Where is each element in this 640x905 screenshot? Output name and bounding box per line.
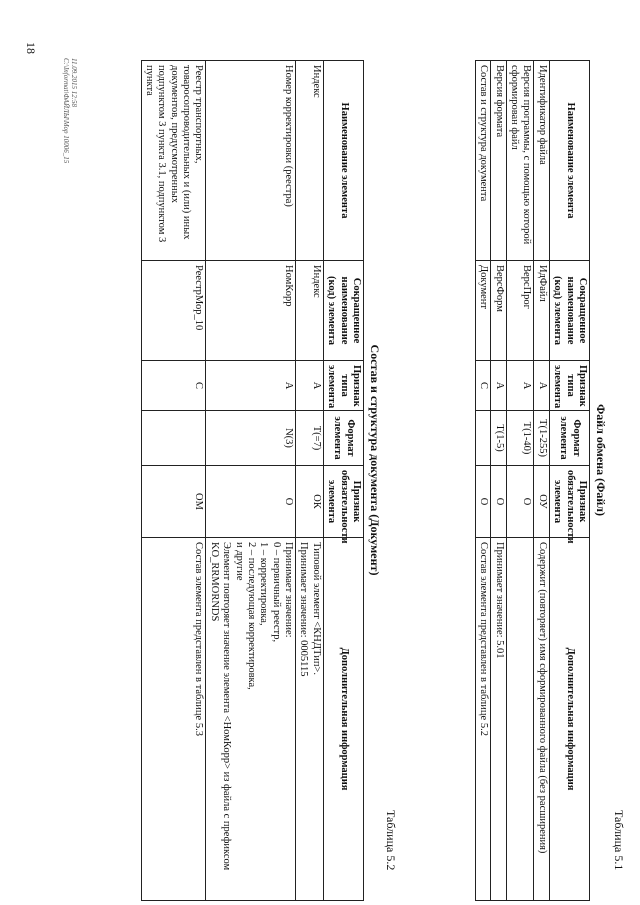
table-cell: Документ	[476, 261, 491, 361]
table-file-exchange	[475, 60, 590, 901]
table-cell: А	[506, 361, 534, 411]
table-cell: Индекс	[296, 261, 324, 361]
table-cell: С	[476, 361, 491, 411]
column-header: Сокращенное наименование (код) элемента	[323, 261, 363, 361]
table-cell: РеестрМор_10	[141, 261, 206, 361]
table-cell	[141, 411, 206, 466]
column-header: Признак обязательности элемента	[549, 466, 589, 538]
column-header: Формат элемента	[549, 411, 589, 466]
table-row	[534, 61, 549, 901]
table-cell: О	[491, 466, 506, 538]
table-cell: А	[206, 361, 296, 411]
table-cell: Идентификатор файла	[534, 61, 549, 261]
table-cell: ОК	[296, 466, 324, 538]
table-cell: ОУ	[534, 466, 549, 538]
table-cell: О	[476, 466, 491, 538]
table-cell: ОМ	[141, 466, 206, 538]
table-row	[296, 61, 324, 901]
table-row	[141, 61, 206, 901]
column-header: Формат элемента	[323, 411, 363, 466]
table-cell: Версия программы, с помощью которой сформирован файл	[506, 61, 534, 261]
table-cell: N(3)	[206, 411, 296, 466]
column-header: Наименование элемента	[549, 61, 589, 261]
table-cell: А	[296, 361, 324, 411]
table-cell: Принимает значение: 0 – первичный реестр, 1 – корректировка, 2 – последующая корректировка, и другие Элемент повторяет значение элемента <НомКорр> из файла с префиксом KO_RRMORNDS	[206, 538, 296, 901]
table-cell: А	[491, 361, 506, 411]
column-header: Сокращенное наименование (код) элемента	[549, 261, 589, 361]
table-cell: Типовой элемент <КНДТип>. Принимает значение: 0005115	[296, 538, 324, 901]
table-cell: Состав и структура документа	[476, 61, 491, 261]
rotated-page-content	[62, 40, 628, 900]
table-row	[491, 61, 506, 901]
column-header: Наименование элемента	[323, 61, 363, 261]
table-row	[206, 61, 296, 901]
table-cell: Реестр транспортных, товаросопроводительных и (или) иных документов, предусмотренных подпунктом 3 пункта 3.1, подпунктом 3 пункта	[141, 61, 206, 261]
column-header: Признак типа элемента	[549, 361, 589, 411]
table-cell: Т(1-255)	[534, 411, 549, 466]
table-cell: О	[506, 466, 534, 538]
table-cell: ВерсФорм	[491, 261, 506, 361]
table-cell: Версия формата	[491, 61, 506, 261]
table-cell: Индекс	[296, 61, 324, 261]
column-header: Признак типа элемента	[323, 361, 363, 411]
table-cell: Состав элемента представлен в таблице 5.3	[141, 538, 206, 901]
table-cell: А	[534, 361, 549, 411]
table-cell: Т(1-40)	[506, 411, 534, 466]
table-cell: ВерсПрог	[506, 261, 534, 361]
table-cell	[476, 411, 491, 466]
page-number: 18	[24, 42, 38, 54]
table-cell: Содержит (повторяет) имя сформированного файла (без расширения)	[534, 538, 549, 901]
table-cell	[506, 538, 534, 901]
table-cell: Т(1-5)	[491, 411, 506, 466]
footer-stamp: 11.09.2015 12:58 С:\Informat\ФАЙЛЫ\Мор 10006_15	[62, 58, 78, 164]
table-document-structure	[141, 60, 364, 901]
table-cell: С	[141, 361, 206, 411]
table1-title: Файл обмена (Файл)	[594, 403, 608, 517]
column-header: Признак обязательности элемента	[323, 466, 363, 538]
table-cell: Т(=7)	[296, 411, 324, 466]
table1-label: Таблица 5.1	[612, 810, 626, 871]
table-cell: Принимает значение: 5.01	[491, 538, 506, 901]
table-cell: Состав элемента представлен в таблице 5.2	[476, 538, 491, 901]
table-row	[476, 61, 491, 901]
table-row	[506, 61, 534, 901]
column-header: Дополнительная информация	[323, 538, 363, 901]
table2-label: Таблица 5.2	[384, 810, 398, 871]
column-header: Дополнительная информация	[549, 538, 589, 901]
table2-title: Состав и структура документа (Документ)	[368, 344, 382, 576]
table-cell: НомКорр	[206, 261, 296, 361]
table-cell: Номер корректировки (реестра)	[206, 61, 296, 261]
table-cell: О	[206, 466, 296, 538]
table-cell: ИдФайл	[534, 261, 549, 361]
